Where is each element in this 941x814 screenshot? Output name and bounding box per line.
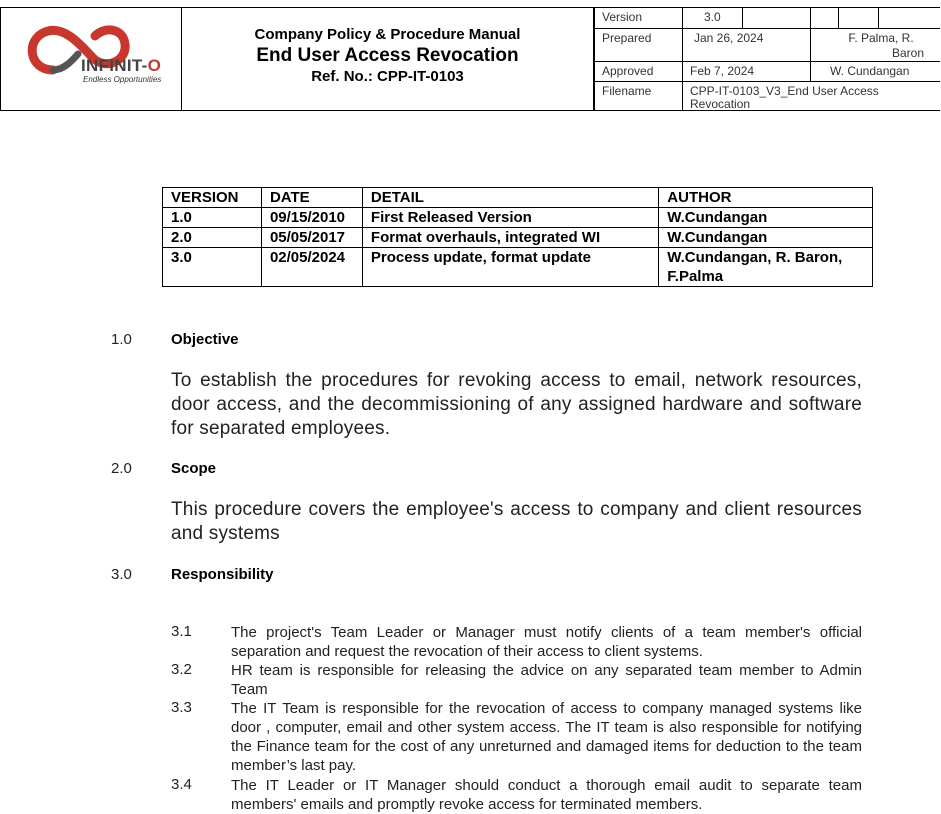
document-title: End User Access Revocation xyxy=(256,45,519,66)
meta-row-version xyxy=(594,8,940,29)
logo-tagline: Endless Opportunities xyxy=(83,75,162,84)
scope-text: This procedure covers the employee's access to company and client resources and systems xyxy=(171,499,862,544)
table-row xyxy=(163,228,873,248)
objective-text: To establish the procedures for revoking access to email, network resources, door access, and the decommissioning of any assigned hardware and software for separated employees. xyxy=(171,370,862,439)
filename-line1: CPP-IT-0103_V3_End User Access xyxy=(690,84,879,98)
title-cell xyxy=(182,8,594,111)
list-item-number: 3.2 xyxy=(171,661,192,678)
header-author: AUTHOR xyxy=(659,188,873,208)
meta-row-approved xyxy=(594,62,940,82)
filename-line2: Revocation xyxy=(690,97,751,111)
list-item: The project's Team Leader or Manager must notify clients of a team member's official separation and request the revocation of their access to client systems. xyxy=(231,624,862,660)
logo-brand-accent: O xyxy=(147,56,162,75)
approved-by: W. Cundangan xyxy=(830,64,910,78)
list-item-number: 3.4 xyxy=(171,776,192,793)
cell-version: 1.0 xyxy=(163,208,262,228)
version-value: 3.0 xyxy=(704,10,721,24)
reference-number: Ref. No.: CPP-IT-0103 xyxy=(311,68,464,85)
cell-version: 2.0 xyxy=(163,228,262,248)
meta-row-prepared xyxy=(594,29,940,62)
cell-date: 09/15/2010 xyxy=(261,208,362,228)
header-date: DATE xyxy=(261,188,362,208)
cell-author xyxy=(659,248,873,287)
section-title-responsibility: Responsibility xyxy=(171,566,274,583)
prepared-date: Jan 26, 2024 xyxy=(694,31,764,45)
cell-version: 3.0 xyxy=(163,248,262,287)
section-number-objective: 1.0 xyxy=(111,331,132,348)
logo-brand: INFINIT-O xyxy=(81,56,162,75)
list-item: The IT Leader or IT Manager should conduct a thorough email audit to separate team members' emails and promptly revoke access for terminated members. xyxy=(231,777,862,813)
list-item: The IT Team is responsible for the revocation of access to company managed systems like door , computer, email and other system access. The IT team is also responsible for notifying the Finance team for the cost of any unreturned and damaged items for deduction to the team member’s last pay. xyxy=(231,700,862,774)
list-item: HR team is responsible for releasing the advice on any separated team member to Admin Team xyxy=(231,662,862,698)
list-item-number: 3.1 xyxy=(171,623,192,640)
manual-title: Company Policy & Procedure Manual xyxy=(254,26,521,43)
section-number-responsibility: 3.0 xyxy=(111,566,132,583)
table-header-row xyxy=(163,188,873,208)
revision-history-table xyxy=(162,187,873,287)
document-header xyxy=(0,7,940,111)
meta-table xyxy=(594,8,940,111)
section-number-scope: 2.0 xyxy=(111,460,132,477)
version-label: Version xyxy=(602,10,643,24)
author-line: F.Palma xyxy=(667,268,724,285)
author-line: W.Cundangan xyxy=(667,229,768,246)
approved-date: Feb 7, 2024 xyxy=(690,64,755,78)
section-title-objective: Objective xyxy=(171,331,239,348)
header-version: VERSION xyxy=(163,188,262,208)
section-title-scope: Scope xyxy=(171,460,217,477)
header-detail: DETAIL xyxy=(362,188,658,208)
approved-label: Approved xyxy=(602,64,654,78)
prepared-by-line2: Baron xyxy=(891,46,924,60)
cell-date: 05/05/2017 xyxy=(261,228,362,248)
cell-detail: Process update, format update xyxy=(362,248,658,287)
author-line: W.Cundangan xyxy=(667,209,768,226)
cell-detail: Format overhauls, integrated WI xyxy=(362,228,658,248)
list-item-number: 3.3 xyxy=(171,699,192,716)
filename-label: Filename xyxy=(602,84,652,98)
prepared-label: Prepared xyxy=(602,31,652,45)
meta-row-filename xyxy=(594,82,940,111)
cell-author xyxy=(659,208,873,228)
table-row xyxy=(163,248,873,287)
cell-detail: First Released Version xyxy=(362,208,658,228)
author-line: W.Cundangan, R. Baron, xyxy=(667,249,843,266)
table-row xyxy=(163,208,873,228)
prepared-by-line1: F. Palma, R. xyxy=(848,31,914,45)
cell-date: 02/05/2024 xyxy=(261,248,362,287)
logo-cell xyxy=(0,8,182,111)
cell-author xyxy=(659,228,873,248)
